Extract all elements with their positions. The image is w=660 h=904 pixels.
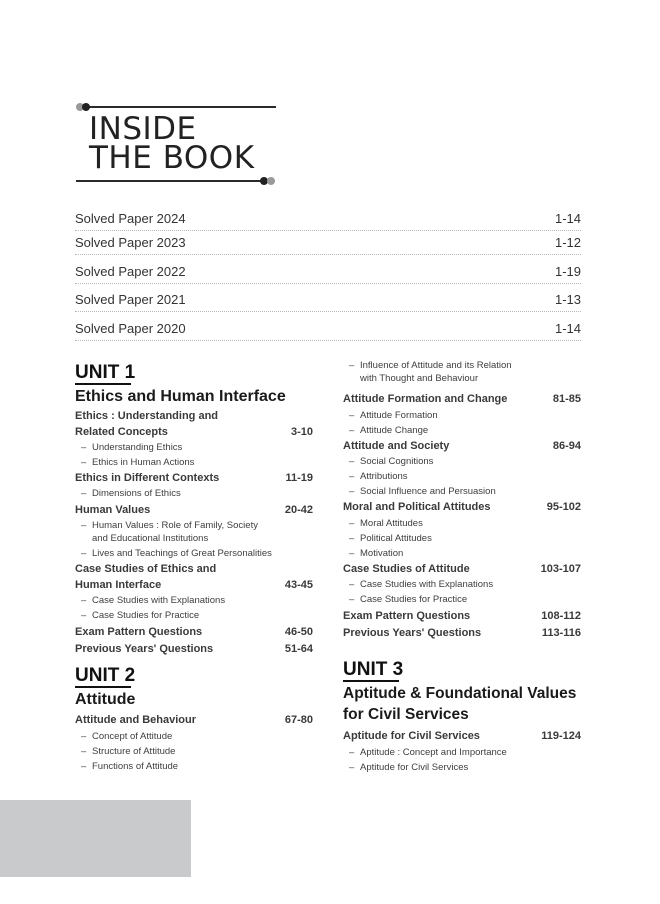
toc-subtopic: – Ethics in Human Actions — [75, 456, 313, 469]
unit3-title-line1: Aptitude & Foundational Values — [343, 685, 577, 702]
toc-topic-pages: 108-112 — [541, 610, 581, 622]
toc-topic — [343, 626, 581, 642]
unit3-label: UNIT 3 — [343, 659, 404, 680]
toc-subtopic: – Political Attitudes — [343, 532, 581, 545]
toc-subtopic: – Structure of Attitude — [75, 745, 313, 758]
toc-topic-pages: 103-107 — [540, 562, 581, 575]
toc-topic — [75, 562, 313, 593]
unit2-title: Attitude — [75, 691, 136, 708]
toc-subtopic-continued: with Thought and Behaviour — [360, 373, 479, 384]
unit2-label: UNIT 2 — [75, 665, 136, 686]
list-item — [75, 318, 581, 341]
toc-topic-title: Attitude and Behaviour — [75, 714, 197, 726]
toc-topic-title: Ethics in Different Contexts — [75, 472, 220, 484]
toc-topic-title: Human Interface — [75, 578, 162, 591]
solved-paper-pages: 1-19 — [554, 264, 581, 279]
toc-topic — [75, 409, 313, 440]
toc-subtopic: – Case Studies for Practice — [343, 593, 581, 606]
toc-topic-pages: 11-19 — [285, 472, 313, 484]
solved-paper-pages: 1-14 — [554, 321, 581, 336]
toc-subtopic: – Motivation — [343, 547, 581, 560]
toc-subtopic: – Case Studies for Practice — [75, 609, 313, 622]
toc-subtopic: – Influence of Attitude and its Relation — [343, 359, 581, 372]
toc-topic-pages: 81-85 — [552, 393, 581, 405]
page-title-line1: INSIDE — [89, 111, 197, 147]
toc-topic-title: Attitude Formation and Change — [343, 393, 508, 405]
toc-topic-title: Case Studies of Ethics and — [75, 563, 217, 575]
toc-subtopic: – Moral Attitudes — [343, 517, 581, 530]
toc-subtopic: – Understanding Ethics — [75, 441, 313, 454]
toc-subtopic: – Case Studies with Explanations — [75, 594, 313, 607]
solved-paper-label: Solved Paper 2024 — [75, 211, 186, 226]
unit1-underline — [75, 383, 131, 385]
toc-subtopic: – Attitude Formation — [343, 409, 581, 422]
solved-paper-label: Solved Paper 2021 — [75, 292, 186, 307]
toc-subtopic: – Aptitude for Civil Services — [343, 761, 581, 774]
toc-topic-title: Case Studies of Attitude — [343, 562, 470, 575]
toc-subtopic: – Case Studies with Explanations — [343, 578, 581, 591]
unit1-label: UNIT 1 — [75, 362, 136, 383]
unit2-topics-col1 — [75, 713, 313, 773]
toc-topic — [75, 471, 313, 487]
toc-topic — [343, 729, 581, 745]
solved-paper-label: Solved Paper 2022 — [75, 264, 186, 279]
toc-topic-pages: 46-50 — [284, 626, 313, 638]
toc-subtopic: – Aptitude : Concept and Importance — [343, 746, 581, 759]
toc-topic — [75, 713, 313, 729]
unit1-title: Ethics and Human Interface — [75, 388, 286, 405]
toc-topic-pages: 113-116 — [541, 626, 581, 639]
toc-topic — [75, 503, 313, 519]
heading-top-rule — [80, 106, 276, 108]
toc-subtopic: – Social Cognitions — [343, 455, 581, 468]
unit3-title-line2: for Civil Services — [343, 706, 469, 723]
toc-subtopic: – Dimensions of Ethics — [75, 487, 313, 500]
toc-topic-title: Ethics : Understanding and — [75, 410, 219, 422]
gray-corner-block — [0, 800, 191, 877]
heading-top-dot-black — [82, 103, 90, 111]
toc-subtopic-continued: and Educational Institutions — [92, 533, 209, 544]
toc-subtopic: – Concept of Attitude — [75, 730, 313, 743]
toc-topic-title: Aptitude for Civil Services — [343, 730, 480, 742]
unit1-topics — [75, 409, 313, 657]
toc-topic-pages: 43-45 — [284, 578, 313, 591]
page-title-line2: THE BOOK — [89, 140, 255, 176]
toc-subtopic: – Social Influence and Persuasion — [343, 485, 581, 498]
toc-subtopic: – Attributions — [343, 470, 581, 483]
toc-topic-title: Previous Years' Questions — [75, 642, 214, 655]
toc-topic-title: Previous Years' Questions — [343, 626, 482, 639]
toc-topic — [343, 439, 581, 455]
solved-paper-pages: 1-12 — [554, 235, 581, 250]
toc-topic-title: Exam Pattern Questions — [75, 626, 203, 638]
toc-topic — [75, 625, 313, 641]
toc-topic-title: Related Concepts — [75, 425, 168, 438]
toc-topic — [343, 609, 581, 625]
toc-topic — [75, 642, 313, 658]
toc-topic-pages: 95-102 — [546, 501, 581, 513]
toc-topic-pages: 20-42 — [284, 503, 313, 516]
toc-subtopic: – Functions of Attitude — [75, 760, 313, 773]
unit2-topics-col2 — [343, 359, 581, 641]
solved-paper-pages: 1-13 — [554, 292, 581, 307]
toc-topic-pages: 51-64 — [284, 642, 313, 655]
heading-bottom-dot-gray — [267, 177, 275, 185]
list-item — [75, 289, 581, 312]
list-item — [75, 261, 581, 284]
toc-topic — [343, 500, 581, 516]
toc-topic-pages: 67-80 — [284, 714, 313, 726]
toc-subtopic: – Human Values : Role of Family, Society — [75, 519, 313, 532]
toc-topic-title: Human Values — [75, 503, 151, 516]
toc-topic-pages: 3-10 — [290, 425, 313, 438]
toc-topic-pages: 119-124 — [541, 730, 581, 742]
toc-topic-title: Moral and Political Attitudes — [343, 501, 491, 513]
unit2-underline — [75, 686, 131, 688]
toc-topic-pages: 86-94 — [552, 439, 581, 452]
list-item — [75, 208, 581, 231]
toc-topic — [343, 562, 581, 578]
toc-topic — [343, 392, 581, 408]
solved-paper-pages: 1-14 — [554, 211, 581, 226]
unit3-underline — [343, 680, 399, 682]
toc-topic-title: Attitude and Society — [343, 439, 450, 452]
solved-paper-label: Solved Paper 2023 — [75, 235, 186, 250]
solved-paper-label: Solved Paper 2020 — [75, 321, 186, 336]
unit3-topics — [343, 729, 581, 774]
toc-topic-title: Exam Pattern Questions — [343, 610, 471, 622]
toc-subtopic: – Attitude Change — [343, 424, 581, 437]
toc-subtopic: – Lives and Teachings of Great Personalities — [75, 547, 313, 560]
heading-bottom-rule — [76, 180, 266, 182]
list-item — [75, 232, 581, 255]
